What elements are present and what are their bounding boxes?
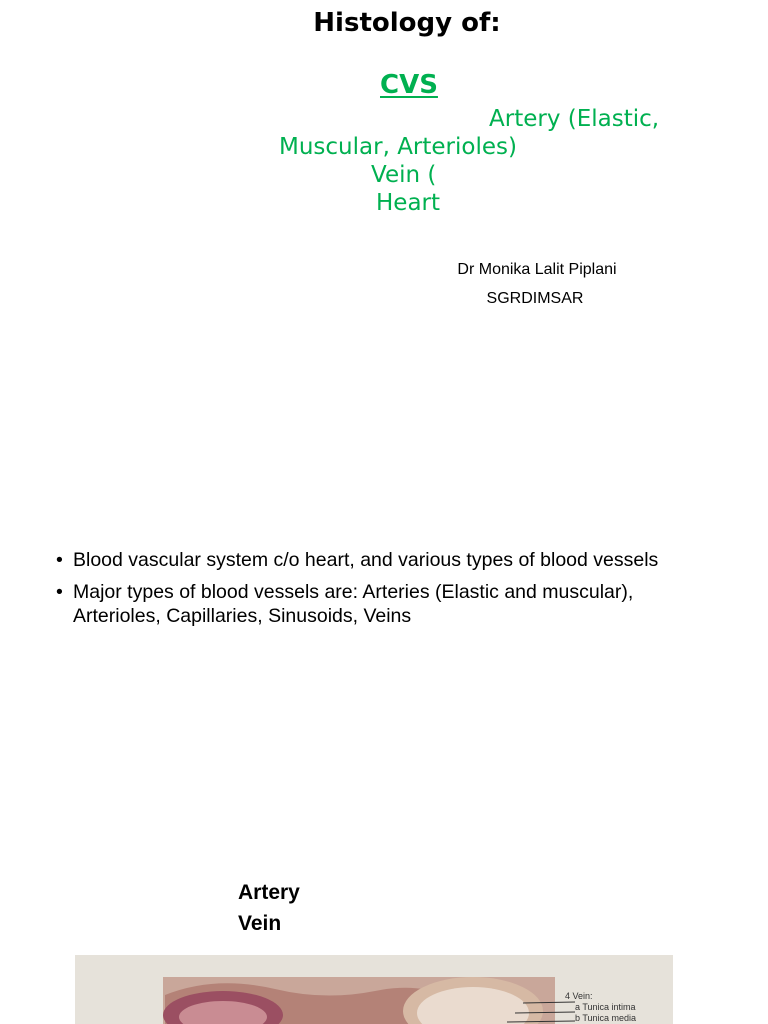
figure-label-vein: 4 Vein: <box>565 991 593 1001</box>
bullet-list <box>56 548 716 636</box>
author-name: Dr Monika Lalit Piplani <box>457 261 617 278</box>
figure-label-intima: a Tunica intima <box>575 1002 636 1012</box>
institution-name: SGRDIMSAR <box>486 290 584 307</box>
subtitle-line-4: Heart <box>376 190 441 216</box>
vein-label: Vein <box>238 912 282 935</box>
slide-title: Histology of: <box>313 8 501 38</box>
histology-image <box>75 955 673 1024</box>
cvs-heading: CVS <box>380 70 438 100</box>
artery-label: Artery <box>238 881 300 904</box>
subtitle-line-2: Muscular, Arterioles) <box>279 134 517 160</box>
histology-photo-drawing <box>75 955 673 1024</box>
subtitle-line-1: Artery (Elastic, <box>489 106 660 132</box>
bullet-item: • Blood vascular system c/o heart, and various types of blood vessels <box>56 548 716 572</box>
figure-label-media: b Tunica media <box>575 1013 637 1023</box>
bullet-item: • Major types of blood vessels are: Arteries (Elastic and muscular), Arterioles, Capillaries, Sinusoids, Veins <box>56 580 716 628</box>
subtitle-line-3: Vein ( <box>371 162 437 188</box>
